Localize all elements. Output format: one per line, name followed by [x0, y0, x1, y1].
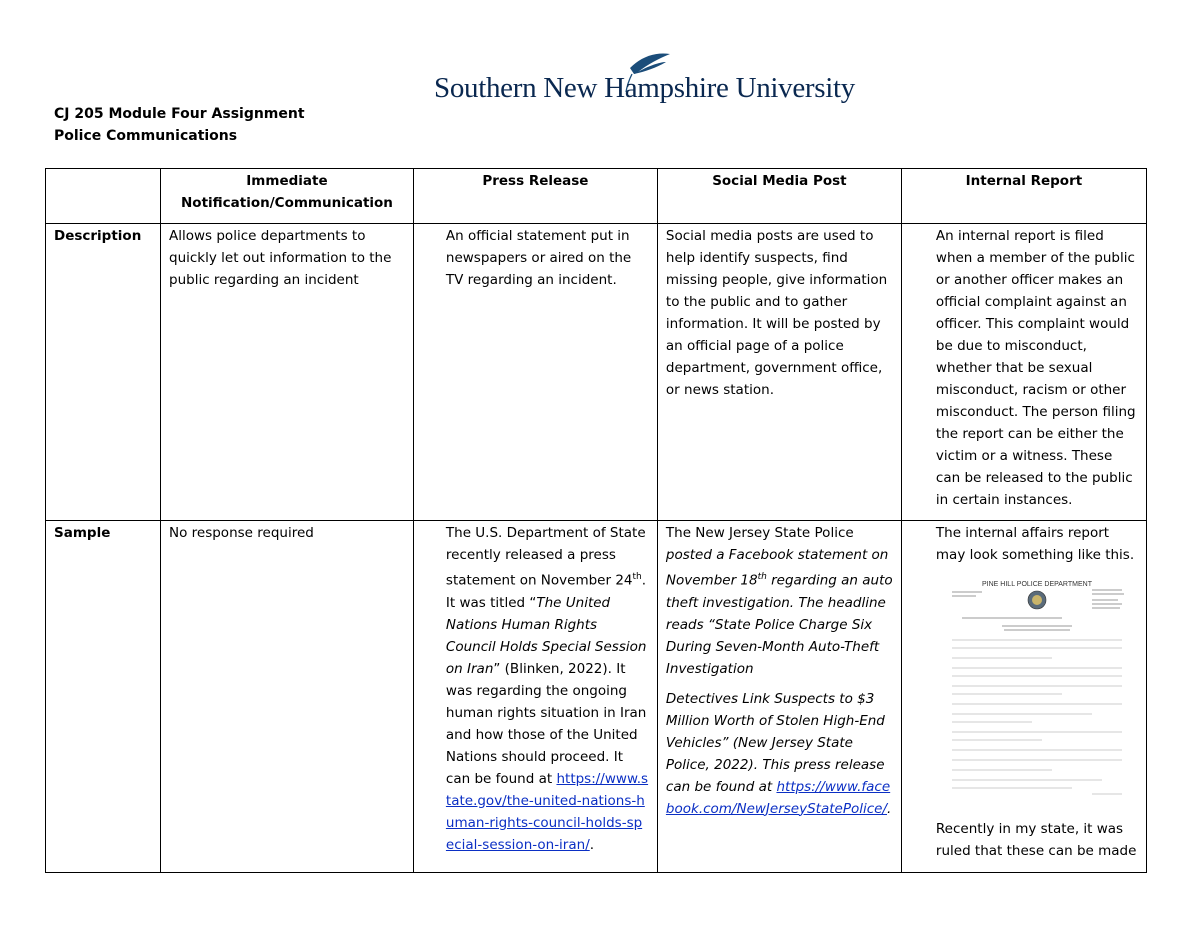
column-header-empty: [46, 169, 161, 224]
social-sup: th: [757, 572, 767, 582]
internal-affairs-report-image: [942, 574, 1132, 802]
social-text-2: Detectives Link Suspects to $3 Million Worth of Stolen High-End Vehicles” (New Jersey State Police, 2022). This press release can be found at: [665, 690, 885, 795]
cell-description-immediate: Allows police departments to quickly let out information to the public regarding an incident: [161, 224, 414, 521]
logo-text: Southern New Hampshire University: [434, 72, 855, 104]
cell-description-social: Social media posts are used to help identify suspects, find missing people, give information to the public and to gather information. It will be posted by an official page of a police department, government office, or news station.: [657, 224, 901, 521]
table-row: [46, 224, 1147, 521]
press-text-4: .: [589, 836, 595, 853]
column-header-immediate: Immediate Notification/Communication: [161, 169, 414, 224]
press-text-1: The U.S. Department of State recently released a press statement on November 24: [445, 525, 646, 589]
column-header-press-release: Press Release: [413, 169, 657, 224]
press-text-3: ” (Blinken, 2022). It was regarding the ongoing human rights situation in Iran and how those of the United Nations should proceed. It can be found at: [445, 660, 647, 787]
row-label-description: Description: [46, 224, 161, 521]
press-release-title: The United Nations Human Rights Council Holds Special Session on Iran: [445, 594, 647, 677]
state-gov-link[interactable]: https://www.state.gov/the-united-nations-human-rights-council-holds-special-session-on-iran/: [445, 770, 649, 853]
row-label-sample: Sample: [46, 521, 161, 873]
assignment-title: CJ 205 Module Four Assignment: [54, 106, 305, 122]
column-header-internal-report: Internal Report: [901, 169, 1146, 224]
facebook-link[interactable]: https://www.facebook.com/NewJerseyStatePolice/: [665, 778, 891, 817]
social-text-1-italic-2: regarding an auto theft investigation. The headline reads “State Police Charge Six During Seven-Month Auto-Theft Investigation: [665, 572, 893, 677]
cell-description-press: An official statement put in newspapers or aired on the TV regarding an incident.: [413, 224, 657, 521]
social-text-1: The New Jersey State Police: [665, 525, 854, 541]
column-header-social-media: Social Media Post: [657, 169, 901, 224]
table-row: [46, 521, 1147, 873]
table-header-row: [46, 169, 1147, 224]
assignment-subtitle: Police Communications: [54, 128, 238, 144]
internal-text-2: Recently in my state, it was ruled that these can be made: [935, 821, 1137, 859]
press-text-2: . It was titled “: [445, 572, 647, 611]
social-text-1-italic: posted a Facebook statement on November 18: [665, 547, 889, 589]
university-logo: [434, 50, 855, 106]
cell-description-internal: An internal report is filed when a member of the public or another officer makes an official complaint against an officer. This complaint would be due to misconduct, whether that be sexual misconduct, racism or other misconduct. The person filing the report can be either the victim or a witness. These can be released to the public in certain instances.: [901, 224, 1146, 521]
press-sup: th: [632, 572, 642, 582]
social-text-2-end: .: [887, 800, 892, 817]
cell-sample-press: [413, 521, 657, 873]
cell-sample-immediate: No response required: [161, 521, 414, 873]
cell-sample-social: [657, 521, 901, 873]
report-doc-title: PINE HILL POLICE DEPARTMENT: [981, 581, 1092, 588]
communications-table: [45, 168, 1147, 873]
cell-sample-internal: [901, 521, 1146, 873]
internal-text-1: The internal affairs report may look something like this.: [935, 525, 1135, 563]
